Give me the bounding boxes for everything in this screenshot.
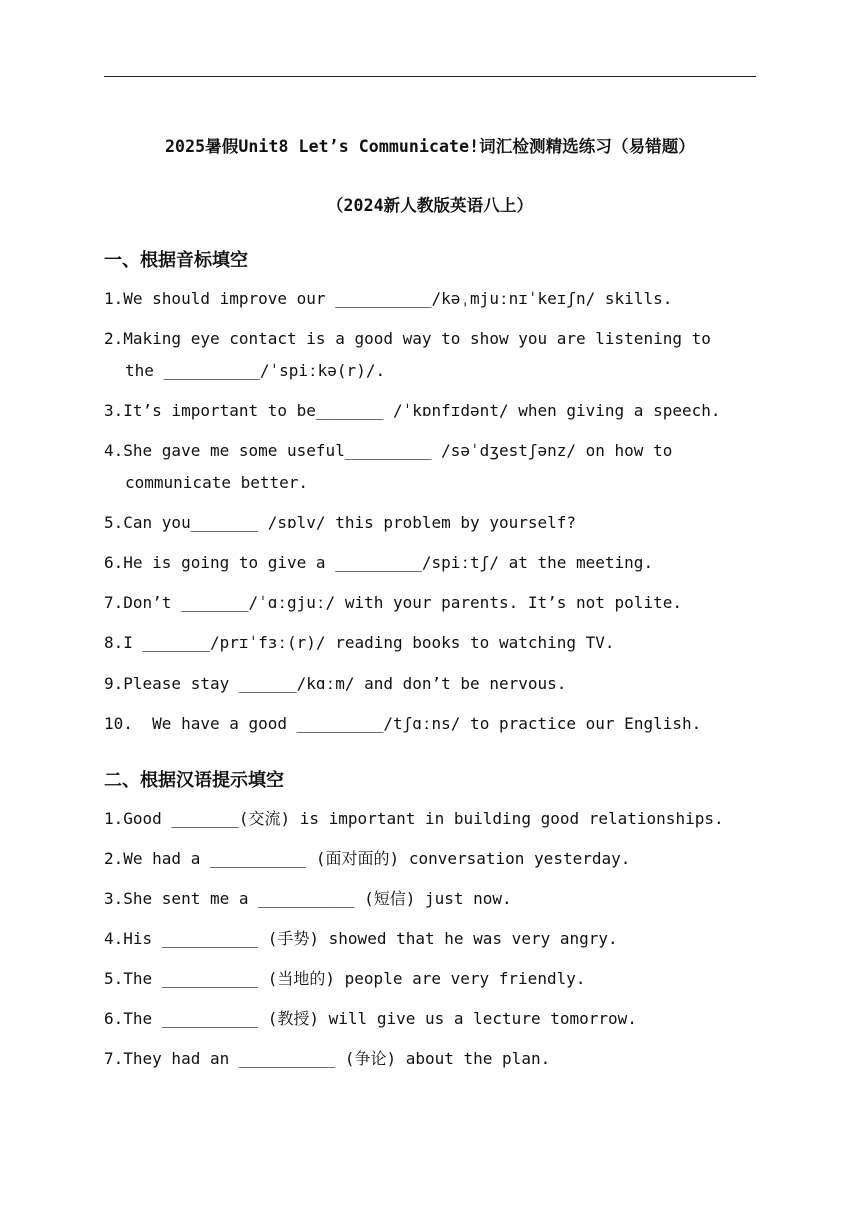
question-item: 6.The __________ (教授) will give us a lecture tomorrow. bbox=[104, 1009, 637, 1028]
question-item: 7.They had an __________ (争论) about the plan. bbox=[104, 1049, 551, 1068]
question-item: 3.She sent me a __________ (短信) just now. bbox=[104, 889, 512, 908]
question-item: 2.Making eye contact is a good way to show you are listening to the __________/ˈspiːkə(r)/. bbox=[104, 329, 711, 380]
document-title: 2025暑假Unit8 Let’s Communicate!词汇检测精选练习（易错题） bbox=[165, 137, 695, 156]
question-item: 10. We have a good _________/tʃɑːns/ to practice our English. bbox=[104, 714, 702, 733]
document-subtitle: （2024新人教版英语八上） bbox=[326, 196, 534, 215]
question-item: 1.Good _______(交流) is important in building good relationships. bbox=[104, 809, 724, 828]
question-item: 7.Don’t _______/ˈɑːgjuː/ with your parents. It’s not polite. bbox=[104, 593, 682, 612]
question-item: 3.It’s important to be_______ /ˈkɒnfɪdənt/ when giving a speech. bbox=[104, 401, 721, 420]
section-heading-phonetics: 一、根据音标填空 bbox=[104, 250, 248, 271]
question-item: 6.He is going to give a _________/spiːtʃ/ at the meeting. bbox=[104, 553, 654, 572]
question-item: 5.The __________ (当地的) people are very friendly. bbox=[104, 969, 586, 988]
question-item: 1.We should improve our __________/kəˌmjuːnɪˈkeɪʃn/ skills. bbox=[104, 289, 673, 308]
question-item: 4.She gave me some useful_________ /səˈdʒestʃənz/ on how to communicate better. bbox=[104, 441, 673, 492]
question-item: 9.Please stay ______/kɑːm/ and don’t be nervous. bbox=[104, 674, 567, 693]
question-item: 2.We had a __________ (面对面的) conversation yesterday. bbox=[104, 849, 631, 868]
question-item: 8.I _______/prɪˈfɜː(r)/ reading books to watching TV. bbox=[104, 633, 615, 652]
question-item: 5.Can you_______ /sɒlv/ this problem by yourself? bbox=[104, 513, 577, 532]
question-item: 4.His __________ (手势) showed that he was very angry. bbox=[104, 929, 618, 948]
header-rule bbox=[104, 76, 756, 77]
section-heading-chinese-hints: 二、根据汉语提示填空 bbox=[104, 770, 284, 791]
